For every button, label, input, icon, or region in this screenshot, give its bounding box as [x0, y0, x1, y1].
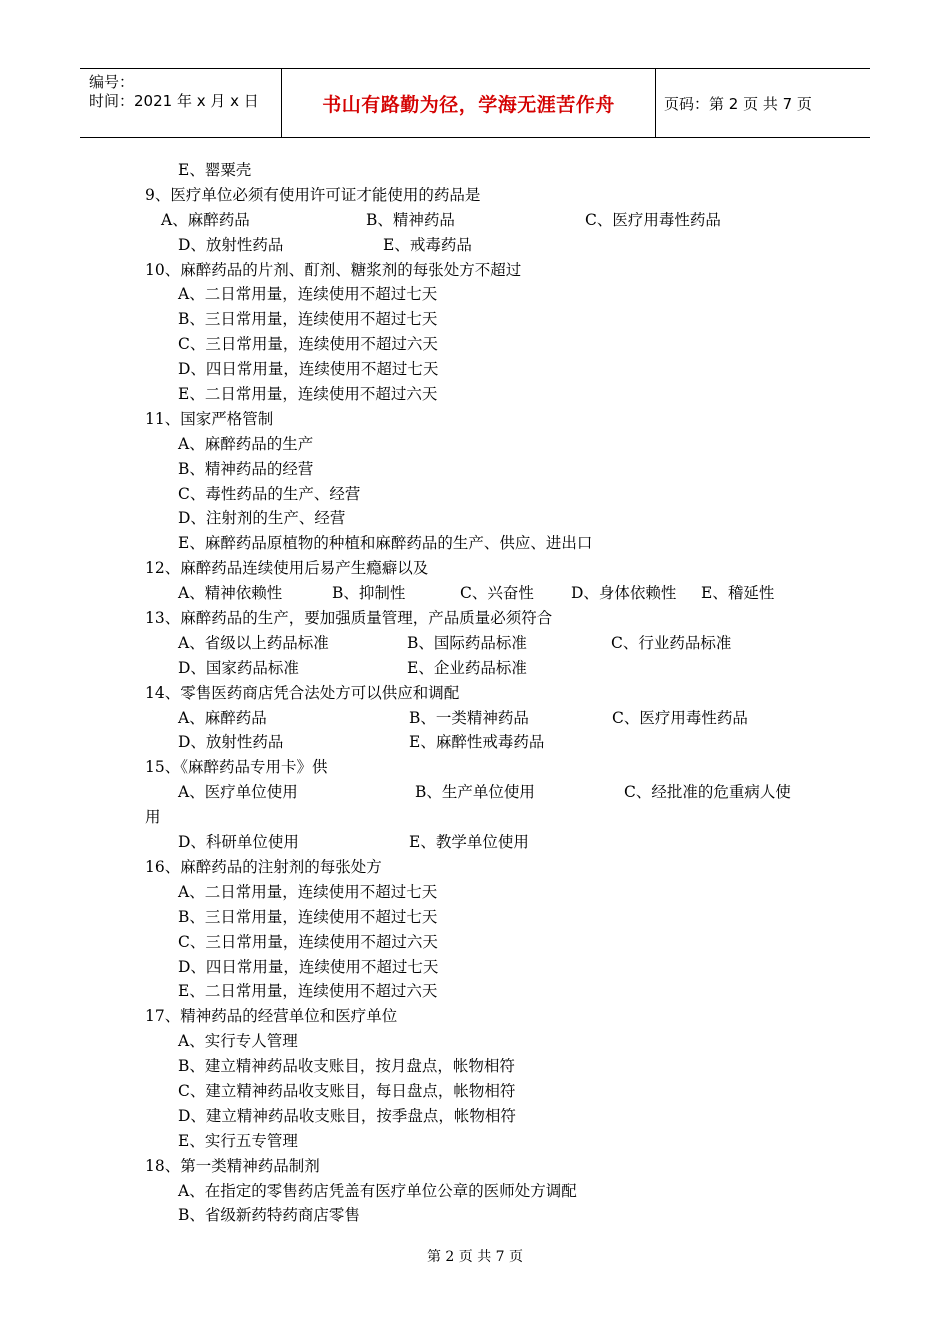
option-line: E、麻醉药品原植物的种植和麻醉药品的生产、供应、进出口 — [178, 534, 593, 553]
option-row — [145, 233, 825, 258]
option: A、医疗单位使用 — [178, 783, 298, 802]
option: D、放射性药品 — [178, 733, 284, 752]
option: B、一类精神药品 — [409, 708, 529, 727]
option-line: E、二日常用量，连续使用不超过六天 — [178, 982, 438, 1001]
option-line: B、精神药品的经营 — [178, 459, 314, 478]
question-stem: 13、麻醉药品的生产，要加强质量管理，产品质量必须符合 — [145, 609, 553, 628]
question-content — [145, 158, 825, 1228]
question-stem: 14、零售医药商店凭合法处方可以供应和调配 — [145, 683, 460, 702]
time-label: 时间：2021 年 x 月 x 日 — [89, 92, 259, 110]
page-footer: 第 2 页 共 7 页 — [426, 1249, 524, 1265]
option: A、麻醉药品 — [178, 708, 267, 727]
question-stem: 11、国家严格管制 — [145, 409, 274, 428]
option: A、麻醉药品 — [161, 210, 250, 229]
option-line: D、四日常用量，连续使用不超过七天 — [178, 957, 439, 976]
option-line: A、实行专人管理 — [178, 1032, 298, 1051]
option-line: B、三日常用量，连续使用不超过七天 — [178, 907, 438, 926]
option-line: C、三日常用量，连续使用不超过六天 — [178, 335, 438, 354]
option: C、医疗用毒性药品 — [612, 708, 748, 727]
option-line: D、建立精神药品收支账目，按季盘点，帐物相符 — [178, 1106, 516, 1125]
question-stem: 18、第一类精神药品制剂 — [145, 1156, 320, 1175]
option: D、放射性药品 — [178, 235, 284, 254]
option: A、精神依赖性 — [178, 584, 283, 603]
question-stem: 10、麻醉药品的片剂、酊剂、糖浆剂的每张处方不超过 — [145, 260, 522, 279]
option: B、抑制性 — [332, 584, 406, 603]
option: E、麻醉性戒毒药品 — [409, 733, 545, 752]
question-stem: 15、《麻醉药品专用卡》供 — [145, 758, 328, 777]
option-line: A、二日常用量，连续使用不超过七天 — [178, 882, 438, 901]
option-row — [145, 581, 825, 606]
option-line: B、建立精神药品收支账目，按月盘点，帐物相符 — [178, 1057, 515, 1076]
option-row — [145, 780, 825, 805]
option-line: C、三日常用量，连续使用不超过六天 — [178, 932, 438, 951]
option: E、稽延性 — [701, 584, 775, 603]
motto-text: 书山有路勤为径，学海无涯苦作舟 — [322, 93, 615, 116]
page-header — [80, 68, 870, 138]
option: A、省级以上药品标准 — [178, 633, 329, 652]
option-line: B、三日常用量，连续使用不超过七天 — [178, 310, 438, 329]
option-row — [145, 706, 825, 731]
option: B、精神药品 — [366, 210, 455, 229]
code-label: 编号： — [89, 73, 135, 91]
option-line: C、建立精神药品收支账目，每日盘点，帐物相符 — [178, 1081, 516, 1100]
option-row — [145, 656, 825, 681]
option-row — [145, 631, 825, 656]
option-row — [145, 830, 825, 855]
question-stem: 9、医疗单位必须有使用许可证才能使用的药品是 — [145, 185, 481, 204]
option-line: E、实行五专管理 — [178, 1131, 298, 1150]
option-continuation: 用 — [145, 808, 161, 827]
option-line: A、麻醉药品的生产 — [178, 434, 314, 453]
option: C、经批准的危重病人使 — [624, 783, 791, 802]
header-page-cell — [655, 69, 870, 137]
header-meta — [80, 69, 281, 137]
option: E、企业药品标准 — [407, 658, 527, 677]
question-stem: 12、麻醉药品连续使用后易产生瘾癖以及 — [145, 559, 429, 578]
option: D、科研单位使用 — [178, 833, 299, 852]
option-line: A、二日常用量，连续使用不超过七天 — [178, 285, 438, 304]
option: C、医疗用毒性药品 — [585, 210, 721, 229]
option: B、国际药品标准 — [407, 633, 527, 652]
option: D、身体依赖性 — [571, 584, 677, 603]
option-row — [145, 730, 825, 755]
option-line: D、注射剂的生产、经营 — [178, 509, 346, 528]
option: E、教学单位使用 — [409, 833, 529, 852]
page-code: 页码：第 2 页 共 7 页 — [664, 94, 812, 113]
option: D、国家药品标准 — [178, 658, 299, 677]
option: E、戒毒药品 — [383, 235, 472, 254]
question-stem: 17、精神药品的经营单位和医疗单位 — [145, 1007, 398, 1026]
option-row — [145, 208, 825, 233]
option: B、生产单位使用 — [415, 783, 535, 802]
header-motto-cell — [281, 69, 656, 137]
option-line: E、二日常用量，连续使用不超过六天 — [178, 385, 438, 404]
option-line: D、四日常用量，连续使用不超过七天 — [178, 360, 439, 379]
option: C、兴奋性 — [460, 584, 534, 603]
option-line: C、毒性药品的生产、经营 — [178, 484, 361, 503]
question-stem: 16、麻醉药品的注射剂的每张处方 — [145, 857, 382, 876]
option-line: B、省级新药特药商店零售 — [178, 1206, 360, 1225]
option-line: A、在指定的零售药店凭盖有医疗单位公章的医师处方调配 — [178, 1181, 577, 1200]
option: C、行业药品标准 — [611, 633, 732, 652]
option-line: E、罂粟壳 — [178, 161, 252, 179]
